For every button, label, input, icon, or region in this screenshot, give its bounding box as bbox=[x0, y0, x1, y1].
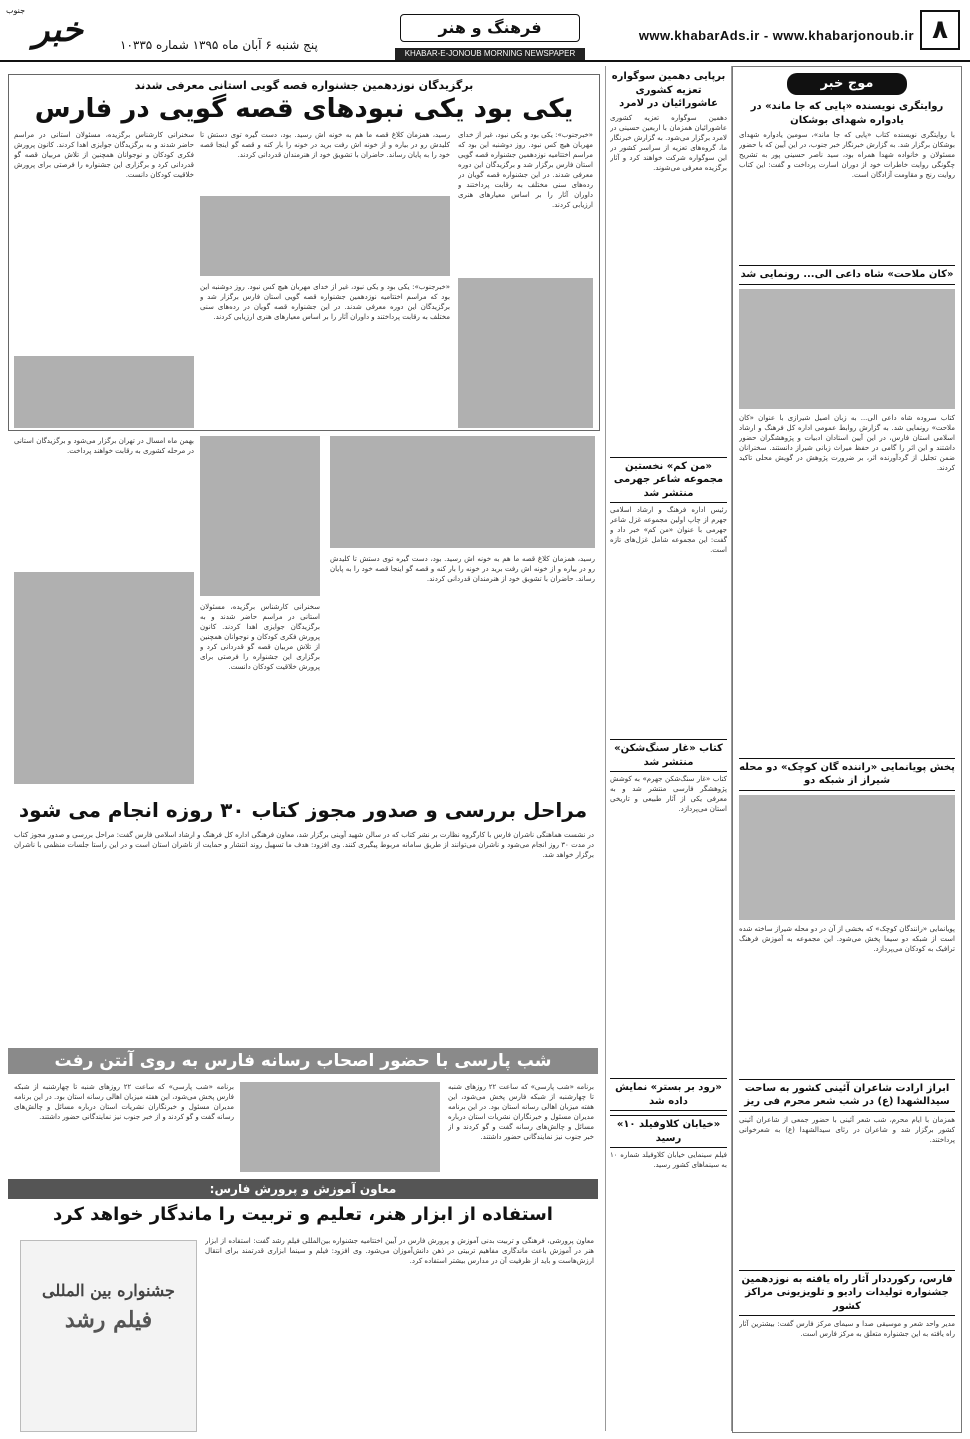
paper-name-english: KHABAR-E-JONOUB MORNING NEWSPAPER bbox=[395, 48, 585, 60]
lead-continued-3: بهمن ماه امسال در تهران برگزار می‌شود و برگزیدگان استانی در مرحله کشوری به رقابت خواهند پرداخت. bbox=[14, 437, 194, 455]
news-wave-badge: موج خبر bbox=[787, 73, 907, 95]
body-bushkan: با روایتگری نویسنده کتاب «پایی که جا ماند»، سومین یادواره شهدای بوشکان برگزار شد. به گزارش خبرنگار خبر جنوب، در این آیین که با حضور مسئولان و خانواده شهدا همراه بود، سید ناصر حسینی پور به تشریح چگونگی روایت خاطرات خود از دوران اسارت پرداخت و گفت: این کتاب روایت رنج و مقاومت آزادگان است. bbox=[739, 131, 955, 179]
headline-cave-book: کتاب «غار سنگ‌شکن» منتشر شد bbox=[610, 739, 727, 772]
persian-night-headline: شب پارسی با حضور اصحاب رسانه فارس به روی آنتن رفت bbox=[8, 1048, 598, 1074]
photo-winners bbox=[14, 572, 194, 784]
lead-col-3: سخنرانی کارشناس برگزیده، مسئولان استانی در مراسم حاضر شدند و به برگزیدگان جوایزی اهدا کردند. کانون پرورش فکری کودکان و نوجوانان همچنین از تلاش مربیان قصه گو قدردانی کرد و برگزاری این جشنواره را فرصتی برای پرورش خلاقیت کودکان دانست. bbox=[14, 131, 194, 179]
news-wave-column bbox=[732, 66, 962, 1433]
photo-persian-night bbox=[240, 1082, 440, 1172]
culture-briefs-column bbox=[605, 66, 732, 1431]
book-permit-body: در نشست هماهنگی ناشران فارس با کارگروه نظارت بر نشر کتاب که در سالن شهید آوینی برگزار شد، معاون فرهنگی اداره کل فرهنگ و ارشاد اسلامی فارس گفت: مراحل بررسی و صدور مجوز کتاب در مدت ۳۰ روز انجام می‌شود و ناشران می‌توانند از طریق سامانه مربوط پیگیری کنند. وی افزود: هدف ما تسهیل روند انتشار و حمایت از ناشران استان است و در این راستا جلسات منظمی با ناشران برگزار خواهد شد. bbox=[14, 831, 594, 859]
photo-speaker bbox=[200, 436, 320, 596]
body-fars-record: مدیر واحد شعر و موسیقی صدا و سیمای مرکز فارس گفت: بیشترین آثار راه یافته به این جشنواره متعلق به مرکز فارس است. bbox=[739, 1320, 955, 1338]
headline-bushkan: روایتگری نویسنده «پایی که جا ماند» در یادواره شهدای بوشکان bbox=[750, 101, 944, 126]
headline-animation: پخش پویانمایی «راننده گان کوچک» دو محله شیراز از شبکه دو bbox=[739, 758, 955, 791]
lead-continued-2: سخنرانی کارشناس برگزیده، مسئولان استانی در مراسم حاضر شدند و به برگزیدگان جوایزی اهدا کردند. کانون پرورش فکری کودکان و نوجوانان همچنین از تلاش مربیان قصه گو قدردانی کرد و برگزاری این جشنواره را فرصتی برای پرورش خلاقیت کودکان دانست. bbox=[200, 603, 320, 671]
lead-kicker: برگزیدگان نوزدهمین جشنواره قصه گویی استانی معرفی شدند bbox=[134, 79, 474, 92]
date-issue: پنج شنبه ۶ آبان ماه ۱۳۹۵ شماره ۱۰۳۳۵ bbox=[120, 38, 318, 52]
lead-continued-1: رسید، همزمان کلاغ قصه ما هم به خونه اش رسید. بود، دست گیره توی دستش تا کلیدش رو در بیاره و از خونه اش رفت برید در خونه را بار کنه و قصه گو اینجا قصه خود را به پایان رساند. حاضران با تشویق خود از هنرمندان قدردانی کردند. bbox=[330, 555, 595, 583]
art-education-body: معاون پرورشی، فرهنگی و تربیت بدنی آموزش و پرورش فارس در آیین اختتامیه جشنواره بین‌المللی فیلم رشد گفت: استفاده از ابزار هنر در آموزش باعث ماندگاری مفاهیم تربیتی در ذهن دانش‌آموزان می‌شود. وی افزود: فیلم و سینما ابزاری قدرتمند برای انتقال ارزش‌هاست و باید از ظرفیت آن در مدارس بیشتر استفاده کرد. bbox=[205, 1237, 594, 1265]
headline-poetry-night: ابراز ارادت شاعران آئینی کشور به ساحت سیدالشهدا (ع) در شب شعر محرم فی ریز bbox=[739, 1079, 955, 1112]
art-education-headline: استفاده از ابزار هنر، تعلیم و تربیت را ماندگار خواهد کرد bbox=[53, 1204, 553, 1225]
lead-photo-storyteller bbox=[200, 196, 450, 276]
photo-book-launch bbox=[739, 289, 955, 409]
headline-cloverfield: «خیابان کلاوفیلد ۱۰» رسید bbox=[610, 1115, 727, 1148]
headline-taziyeh: برپایی دهمین سوگواره تعزیه کشوری عاشورائیان در لامرد bbox=[611, 71, 726, 109]
lead-photo-ceremony bbox=[14, 356, 194, 428]
lead-col-2b: «خبرجنوب»: یکی بود و یکی نبود، غیر از خدای مهربان هیچ کس نبود. روز دوشنبه این بود که مراسم اختتامیه نوزدهمین جشنواره قصه گویی استان فارس برگزار شد و برگزیدگان این دوره معرفی شدند. در این جشنواره قصه گویان در رده‌های سنی مختلف به رقابت پرداختند و داوران آثار را بر اساس معیارهای هنری ارزیابی کردند. bbox=[200, 283, 450, 321]
body-man-kam: رئیس اداره فرهنگ و ارشاد اسلامی جهرم از چاپ اولین مجموعه غزل شاعر جهرمی با عنوان «من کم» خبر داد و گفت: این مجموعه شامل غزل‌های تازه است. bbox=[610, 506, 727, 554]
photo-animation-robot bbox=[739, 795, 955, 920]
lead-headline: یکی بود یکی نبودهای قصه گویی در فارس bbox=[34, 94, 574, 124]
rosh-festival-poster bbox=[20, 1240, 197, 1432]
newspaper-logo: خبر bbox=[32, 10, 84, 50]
lead-col-2: رسید، همزمان کلاغ قصه ما هم به خونه اش رسید. بود، دست گیره توی دستش تا کلیدش رو در بیاره و از خونه اش رفت برید در خونه را بار کنه و قصه گو اینجا قصه خود را به پایان رساند. حاضران با تشویق خود از هنرمندان قدردانی کردند. bbox=[200, 131, 450, 159]
body-taziyeh: دهمین سوگواره تعزیه کشوری عاشورائیان همزمان با اربعین حسینی در لامرد برگزار می‌شود. به گزارش خبرنگار ما، گروه‌های تعزیه از سراسر کشور در این سوگواره شرکت خواهند کرد و آثار برگزیده معرفی می‌شوند. bbox=[610, 113, 727, 172]
education-deputy-label: معاون آموزش و پرورش فارس: bbox=[8, 1179, 598, 1199]
body-cave-book: کتاب «غار سنگ‌شکن جهرم» به کوشش پژوهشگر فارسی منتشر شد و به معرفی یکی از آثار طبیعی و تاریخی استان می‌پردازد. bbox=[610, 775, 727, 813]
logo-subtitle: جنوب bbox=[6, 6, 26, 15]
persian-night-body-right: برنامه «شب پارسی» که ساعت ۲۲ روزهای شنبه تا چهارشنبه از شبکه فارس پخش می‌شود، این هفته میزبان اهالی رسانه استان بود. در این برنامه مدیران مسئول و خبرنگاران نشریات استان درباره مسائل و چالش‌های رسانه گفت و گو کردند و از خبر جنوب نیز نمایندگانی حضور داشتند. bbox=[448, 1083, 594, 1141]
lead-col-1: «خبرجنوب»: یکی بود و یکی نبود، غیر از خدای مهربان هیچ کس نبود. روز دوشنبه این بود که مراسم اختتامیه نوزدهمین جشنواره قصه گویی استان فارس برگزار شد و برگزیدگان این دوره معرفی شدند. در این جشنواره قصه گویان در رده‌های سنی مختلف به رقابت پرداختند و داوران آثار را بر اساس معیارهای هنری ارزیابی کردند. bbox=[458, 131, 593, 209]
body-kan-malahat: کتاب سروده شاه داعی الی... به زبان اصیل شیرازی با عنوان «کان ملاحت» رونمایی شد. به گزارش روابط عمومی اداره کل فرهنگ و ارشاد اسلامی استان فارس، در این آیین استادان ادبیات و پژوهشگران حضور داشتند و این اثر را گامی در حفظ میراث زبانی شیراز دانستند. سخنرانان ضمن تجلیل از گردآورنده اثر، بر ضرورت پژوهش در گویش محلی تاکید کردند. bbox=[739, 413, 955, 472]
headline-man-kam: «من کم» نخستین مجموعه شاعر جهرمی منتشر شد bbox=[610, 457, 727, 504]
poster-subtitle: فیلم رشد bbox=[64, 1307, 153, 1333]
body-animation: پویانمایی «رانندگان کوچک» که بخشی از آن در دو محله شیراز ساخته شده است از شبکه دو سیما پخش می‌شود. این مجموعه به آموزش فرهنگ ترافیک به کودکان می‌پردازد. bbox=[739, 924, 955, 953]
page-number: ۸ bbox=[920, 10, 960, 50]
persian-night-body-left: برنامه «شب پارسی» که ساعت ۲۲ روزهای شنبه تا چهارشنبه از شبکه فارس پخش می‌شود، این هفته میزبان اهالی رسانه استان بود. در این برنامه مدیران مسئول و خبرنگاران نشریات استان درباره مسائل و چالش‌های رسانه گفت و گو کردند و از خبر جنوب نیز نمایندگانی حضور داشتند. bbox=[14, 1083, 234, 1121]
section-title: فرهنگ و هنر bbox=[400, 14, 580, 42]
book-permit-headline: مراحل بررسی و صدور مجوز کتاب ۳۰ روزه انجام می شود bbox=[18, 798, 588, 822]
photo-audience bbox=[330, 436, 595, 548]
headline-rood: «رود بر بستر» نمایش داده شد bbox=[610, 1078, 727, 1111]
headline-kan-malahat: «کان ملاحت» شاه داعی الی... رونمایی شد bbox=[739, 265, 955, 285]
page-header bbox=[0, 0, 970, 62]
body-poetry-night: همزمان با ایام محرم، شب شعر آئینی با حضور جمعی از شاعران آئینی کشور برگزار شد و شاعران در رثای سیدالشهدا (ع) به شعرخوانی پرداختند. bbox=[739, 1115, 955, 1144]
headline-fars-record: فارس، رکورددار آثار راه یافته به نوزدهمین جشنواره تولیدات رادیو و تلویزیونی مراکز کشور bbox=[739, 1270, 955, 1317]
lead-photo-award bbox=[458, 278, 593, 428]
website-links[interactable]: www.khabarAds.ir - www.khabarjonoub.ir bbox=[638, 28, 914, 43]
poster-title: جشنواره بین المللی bbox=[42, 1281, 175, 1300]
body-cloverfield: فیلم سینمایی خیابان کلاوفیلد شماره ۱۰ به سینماهای کشور رسید. bbox=[610, 1151, 727, 1169]
